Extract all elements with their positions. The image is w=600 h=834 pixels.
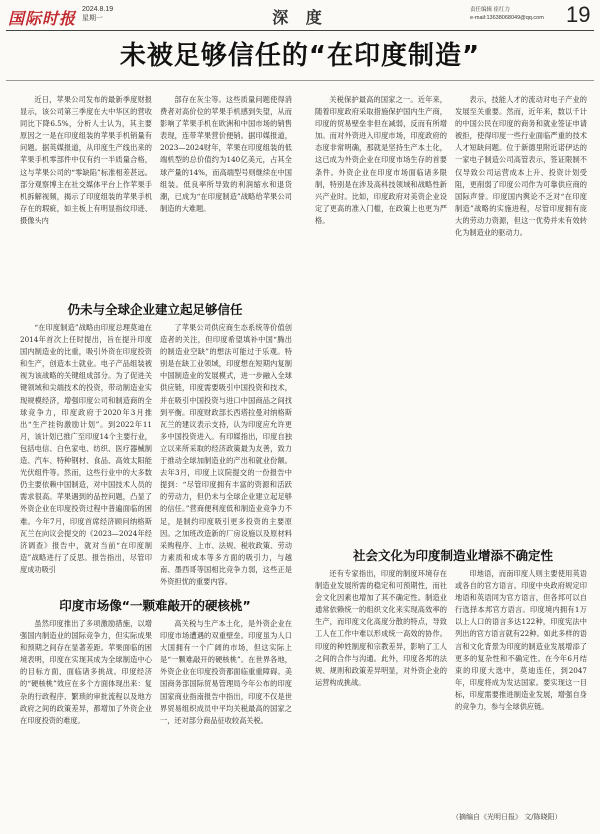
masthead [0, 0, 600, 30]
weekday-text: 星期一 [82, 15, 103, 22]
article-column [455, 94, 587, 534]
paragraph: “在印度制造”战略由印度总理莫迪在2014年首次上任时提出，旨在提升印度国内制造业的比重，吸引外资在印度投资和生产，创造本土就业。电子产品组装被视为该战略的关键组成部分。为了促进关键领域和尖端技术的投资，带动制造业实现规模经济，增强印度公司和制造商的全球竞争力，印度政府于2020年3月推出“生产挂钩激励计划”。到2022年11月，该计划已推广至印度14个主要行业，包括电信、白色家电、纺织、医疗器械制造、汽车、特种钢材、食品、高效太阳能光伏组件等。然而，这些行业中的大多数仍主要依赖中国制造，对中国技术人员的需求很高。苹果遇到的品控问题，凸显了外资企业在印度投资过程中普遍面临的困难。今年7月，印度首席经济顾问纳格斯瓦兰在向议会提交的《2023—2024年经济调查》报告中，就对当前“在印度制造”战略进行了反思。报告指出，尽管印度成功吸引 [20, 323, 152, 574]
article-column [20, 322, 152, 586]
masthead-rule [6, 30, 594, 31]
subhead-walnut: 印度市场像“一颗难敲开的硬核桃” [59, 598, 251, 613]
article-column [20, 94, 152, 290]
paragraph: 印地语，而南印度人则主要使用英语或各自的官方语言。印度中央政府规定印地语和英语同为官方语言，但各邦可以自行选择本邦官方语言。印度境内拥有1万以上人口的语言多达122种，印度宪法中列出的官方语言就有22种。如此多样的语言和文化背景为印度的制造业发展增添了更多的复杂性和不确定性。在今年6月结束的印度大选中，莫迪连任，到2047年，印度将成为发达国家。要实现这一目标，印度需要推进制造业发展，增强自身的竞争力，参与全球供应链。 [455, 569, 587, 712]
date-text: 2024.8.19 [82, 6, 114, 13]
paragraph: 近日，苹果公司发布的最新季度财报显示，该公司第三季度在大中华区的营收同比下降6.5%，分析人士认为，其主要原因之一是在印度组装的苹果手机销量有问题。据英媒报道，从印度生产线出来的苹果手机零部件中仅有约一半质量合格，这与苹果公司的“零缺陷”标准相差甚远。部分观察博主在社交媒体平台上作苹果手机拆解视频，揭示了印度组装的苹果手机存在的瑕疵，如主板上有明显指纹印迹、摄像头内 [20, 95, 152, 225]
editor-info [470, 6, 544, 22]
paragraph: 高关税与生产本土化，是外资企业在印度市场遭遇的双重壁垒。印度虽为人口大国拥有一个广阔的市场，但这实际上是“一颗难敲开的硬核桃”。在世界各地，外资企业在印度投资都面临重重障碍。美国商务部国际贸易管理局今年公布的印度国家商业指南报告中指出，印度不仅是世界贸易组织成员中平均关税最高的国家之一，还对部分商品征收较高关税。 [160, 619, 292, 725]
editor-email: e-mail:13638068049@qq.com [470, 15, 544, 21]
paragraph: 部存在灰尘等。这些质量问题使得消费者对高价位的苹果手机感到失望，从而影响了苹果手机在欧洲和中国市场的销售表现，连带苹果营价便销。据印媒报道，2023—2024财年，苹果在印度组装的低端机型的总价值约为140亿美元，占其全球产量的14%，而高端型号则继续在中国组装。低良率所导致的利润缩水和退货潮，已成为“在印度制造”战略给苹果公司制造的大难题。 [160, 95, 292, 213]
paragraph: 表示，技能人才的流动对电子产业的发展至关重要。然而，近年来，数以千计的中国公民在印度的商务和就业签证申请被拒，使得印度一些行业面临严重的技术人才短缺问题。位于新德里附近诺伊达的一家电子制造公司高管表示，签证限制不仅导致公司运营成本上升、投资计划受阻，更削弱了印度公司作为可靠供应商的国际声誉。印度国内舆论不乏对“在印度制造”战略的实施进程，尽管印度拥有庞大的劳动力资源，但这一优势并未有效转化为制造业的驱动力。 [455, 95, 587, 238]
article-column [160, 322, 292, 586]
subhead-trust: 仍未与全球企业建立起足够信任 [67, 302, 243, 317]
article-headline: 未被足够信任的“在印度制造” [119, 41, 481, 71]
paragraph: 关税保护最高的国家之一。近年来，随着印度政府采取措施保护国内生产商，印度的贸易壁垒非但在减弱，反而有所增加。而对外资进入印度市场，印度政府的态度非常明确，那就是坚持生产本土化，这已成为外资企业在印度市场生存的首要条件。外资企业在印度市场面临诸多限制，特别是在涉及高科技领域和战略性新兴产业时。比如，印度政府对美资企业设定了更高的准入门槛，在政策上也更为严格。 [315, 95, 447, 225]
article-column [315, 568, 447, 808]
article-column [160, 618, 292, 818]
article-column [20, 618, 152, 818]
subhead-culture: 社会文化为印度制造业增添不确定性 [352, 548, 553, 563]
page-number: 19 [566, 2, 591, 27]
paragraph: 虽然印度推出了多项激励措施，以增强国内制造业的国际竞争力，但实际成果和预期之间存在显著差距。苹果面临的困境表明，印度在实现其成为全球制造中心的目标方面，面临诸多挑战。印度经济的“硬核桃”效应在多个方面体现出来：复杂的行政程序、繁琐的审批流程以及地方政府之间的政策差异，都增加了外资企业在印度投资的难度。 [20, 619, 152, 725]
headline-rule [6, 80, 594, 81]
article-column [315, 94, 447, 534]
article-column [455, 568, 587, 808]
section-title: 深 度 [272, 8, 328, 27]
newspaper-logo: 国际时报 [8, 9, 77, 28]
article-byline: （摘编自《光明日报》 文/陈晓阳） [452, 813, 562, 821]
paragraph: 了苹果公司供应商生态系统等价值创造者的关注，但印度希望填补中国“腾出的制造业空缺”的想法可能过于乐观。特别是在缺工业领域，印度想在短期内复制中国制造业的发展模式，进一步融入全球供应链，印度需要吸引中国投资和技术，并在吸引中国投资与进口中国商品之间找到平衡。印度财政部长西塔拉曼对纳格斯瓦兰的建议表示支持，认为印度应允许更多中国投资进入。有印媒指出，印度自独立以来所采取的经济政策最为友善，致力于推动全球加制造业的产出和就业份额。去年3月，印度上议院提交的一份报告中提到：“尽管印度拥有丰富的资源和活跃的劳动力，但仍未与全球企业建立起足够的信任。”营商便利度低和制造业竞争力不足，是制约印度吸引更多投资的主要原因。之加班改造新的厂房设施以及原材料采购程序、上市、法规、税收政策、劳动力素质和成本等多方面的吸引力，与越南、墨西哥等国相比竞争力弱，这些正是外资担忧的重要内容。 [160, 323, 292, 586]
article-column [160, 94, 292, 290]
paragraph: 还有专家指出，印度的制度环境存在制造业发展所需的稳定和可预期性，而社会文化因素也增加了其不确定性。制造业通常依赖统一的组织文化来实现高效率的生产，而印度文化高度分散的特点，导致工人在工作中难以形成统一高效的协作。印度的种姓制度和宗教差异，影响了工人之间的合作与沟通。此外，印度各邦的法规、规则和政策差异明显，对外资企业的运营构成挑战。 [315, 569, 447, 687]
editor-name: 责任编辑 崔红力 [470, 7, 511, 13]
